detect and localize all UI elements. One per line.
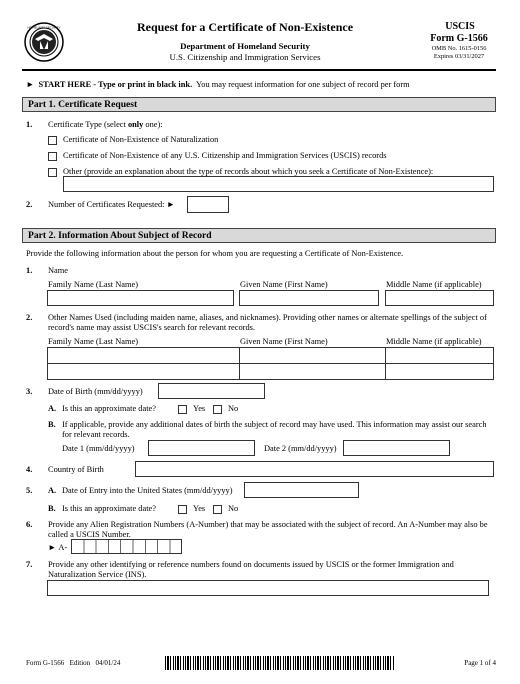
middle-name-field[interactable] — [385, 290, 494, 306]
family-name-label: Family Name (Last Name) — [48, 280, 139, 289]
col-divider — [239, 348, 240, 379]
p2-q7-number: 7. — [26, 560, 33, 569]
omb-number: OMB No. 1615-0156 — [431, 45, 487, 52]
p2-q4-number: 4. — [26, 465, 33, 474]
a-number-prefix: ► A- — [48, 543, 68, 552]
reference-numbers-field[interactable] — [47, 580, 489, 596]
a-number-field[interactable] — [71, 539, 182, 554]
dob-approx-yes-label: Yes — [193, 404, 206, 413]
p2-q3-number: 3. — [26, 387, 33, 396]
p1-q2-number: 2. — [26, 200, 33, 209]
part1-heading: Part 1. Certificate Request — [22, 97, 496, 112]
date2-field[interactable] — [343, 440, 450, 456]
col-divider — [385, 348, 386, 379]
arrow-right-icon: ► — [26, 80, 35, 89]
page-number: Page 1 of 4 — [464, 659, 496, 667]
country-of-birth-field[interactable] — [135, 461, 494, 477]
start-here-text: ► START HERE - Type or print in black ink. You may request information for one subject of record per form — [26, 80, 410, 89]
certificate-other-explanation-field[interactable] — [63, 176, 494, 192]
header-rule — [22, 69, 496, 71]
form-number: Form G-1566 — [430, 33, 488, 44]
other-given-name-label: Given Name (First Name) — [240, 337, 328, 346]
certificate-naturalization-checkbox[interactable] — [48, 136, 57, 145]
date2-label: Date 2 (mm/dd/yyyy) — [264, 444, 337, 453]
certificate-any-uscis-label: Certificate of Non-Existence of any U.S. Citizenship and Immigration Services (USCIS) records — [63, 151, 387, 160]
dob-approx-yes-checkbox[interactable] — [178, 405, 187, 414]
entry-approx-no-label: No — [228, 504, 239, 513]
dob-approx-no-label: No — [228, 404, 239, 413]
entry-approx-yes-checkbox[interactable] — [178, 505, 187, 514]
given-name-field[interactable] — [239, 290, 379, 306]
p2-q5a-letter: A. — [48, 486, 57, 495]
arrow-right-icon: ► — [166, 200, 175, 209]
date1-label: Date 1 (mm/dd/yyyy) — [62, 444, 135, 453]
uscis-label: USCIS — [445, 21, 475, 32]
dob-approx-no-checkbox[interactable] — [213, 405, 222, 414]
expiration-date: Expires 03/31/2027 — [433, 53, 485, 60]
dob-approx-label: Is this an approximate date? — [62, 404, 156, 413]
p2-q1-label: Name — [48, 266, 68, 275]
form-title: Request for a Certificate of Non-Existence — [136, 20, 354, 34]
arrow-right-icon: ► — [48, 543, 57, 552]
footer-form-edition: Form G-1566 Edition 04/01/24 — [26, 659, 121, 667]
entry-approx-no-checkbox[interactable] — [213, 505, 222, 514]
p1-q2-label: Number of Certificates Requested: ► — [48, 200, 175, 209]
dob-field[interactable] — [158, 383, 265, 399]
certificate-naturalization-label: Certificate of Non-Existence of Naturalization — [63, 135, 219, 144]
country-of-birth-label: Country of Birth — [48, 465, 104, 474]
agency-name: U.S. Citizenship and Immigration Services — [169, 52, 321, 62]
barcode — [165, 656, 395, 670]
p2-q2-label: Other Names Used (including maiden name, aliases, and nicknames). Providing other names or alternate spellings of the subject of record's name may assist USCIS's search for relevant records. — [48, 313, 487, 332]
entry-date-field[interactable] — [244, 482, 359, 498]
certificate-other-label: Other (provide an explanation about the type of records about which you seek a Certificate of Non-Existence): — [63, 167, 434, 176]
dob-label: Date of Birth (mm/dd/yyyy) — [48, 387, 143, 396]
other-middle-name-label: Middle Name (if applicable) — [386, 337, 482, 346]
row-divider — [48, 363, 493, 364]
a-number-label: Provide any Alien Registration Numbers (A-Number) that may be associated with the subject of record. An A-Number may also be called a USCIS Number. — [48, 520, 488, 539]
svg-text:HOMELAND SECURITY: HOMELAND SECURITY — [27, 25, 61, 30]
p2-q3b-letter: B. — [48, 420, 56, 429]
certificate-count-field[interactable] — [187, 196, 229, 213]
reference-numbers-label: Provide any other identifying or reference numbers found on documents issued by USCIS or the former Immigration and Naturalization Service (INS). — [48, 560, 454, 579]
given-name-label: Given Name (First Name) — [240, 280, 328, 289]
p2-q6-number: 6. — [26, 520, 33, 529]
p2-q3a-letter: A. — [48, 404, 57, 413]
other-family-name-label: Family Name (Last Name) — [48, 337, 139, 346]
p1-q1-label: Certificate Type (select only one): — [48, 120, 163, 129]
entry-approx-label: Is this an approximate date? — [62, 504, 156, 513]
entry-date-label: Date of Entry into the United States (mm/dd/yyyy) — [62, 486, 233, 495]
middle-name-label: Middle Name (if applicable) — [386, 280, 482, 289]
p1-q1-number: 1. — [26, 120, 33, 129]
additional-dob-label: If applicable, provide any additional dates of birth the subject of record may have used. This information may assist our search for relevant records. — [62, 420, 487, 439]
family-name-field[interactable] — [47, 290, 234, 306]
p2-q2-number: 2. — [26, 313, 33, 322]
department-name: Department of Homeland Security — [180, 41, 310, 51]
entry-approx-yes-label: Yes — [193, 504, 206, 513]
other-names-table — [47, 347, 494, 380]
p2-q5-number: 5. — [26, 486, 33, 495]
certificate-other-checkbox[interactable] — [48, 168, 57, 177]
p2-q1-number: 1. — [26, 266, 33, 275]
certificate-any-uscis-checkbox[interactable] — [48, 152, 57, 161]
dhs-seal-logo — [24, 22, 64, 62]
p2-q5b-letter: B. — [48, 504, 56, 513]
part2-heading: Part 2. Information About Subject of Record — [22, 228, 496, 243]
part2-intro: Provide the following information about the person for whom you are requesting a Certificate of Non-Existence. — [26, 249, 404, 258]
date1-field[interactable] — [148, 440, 255, 456]
